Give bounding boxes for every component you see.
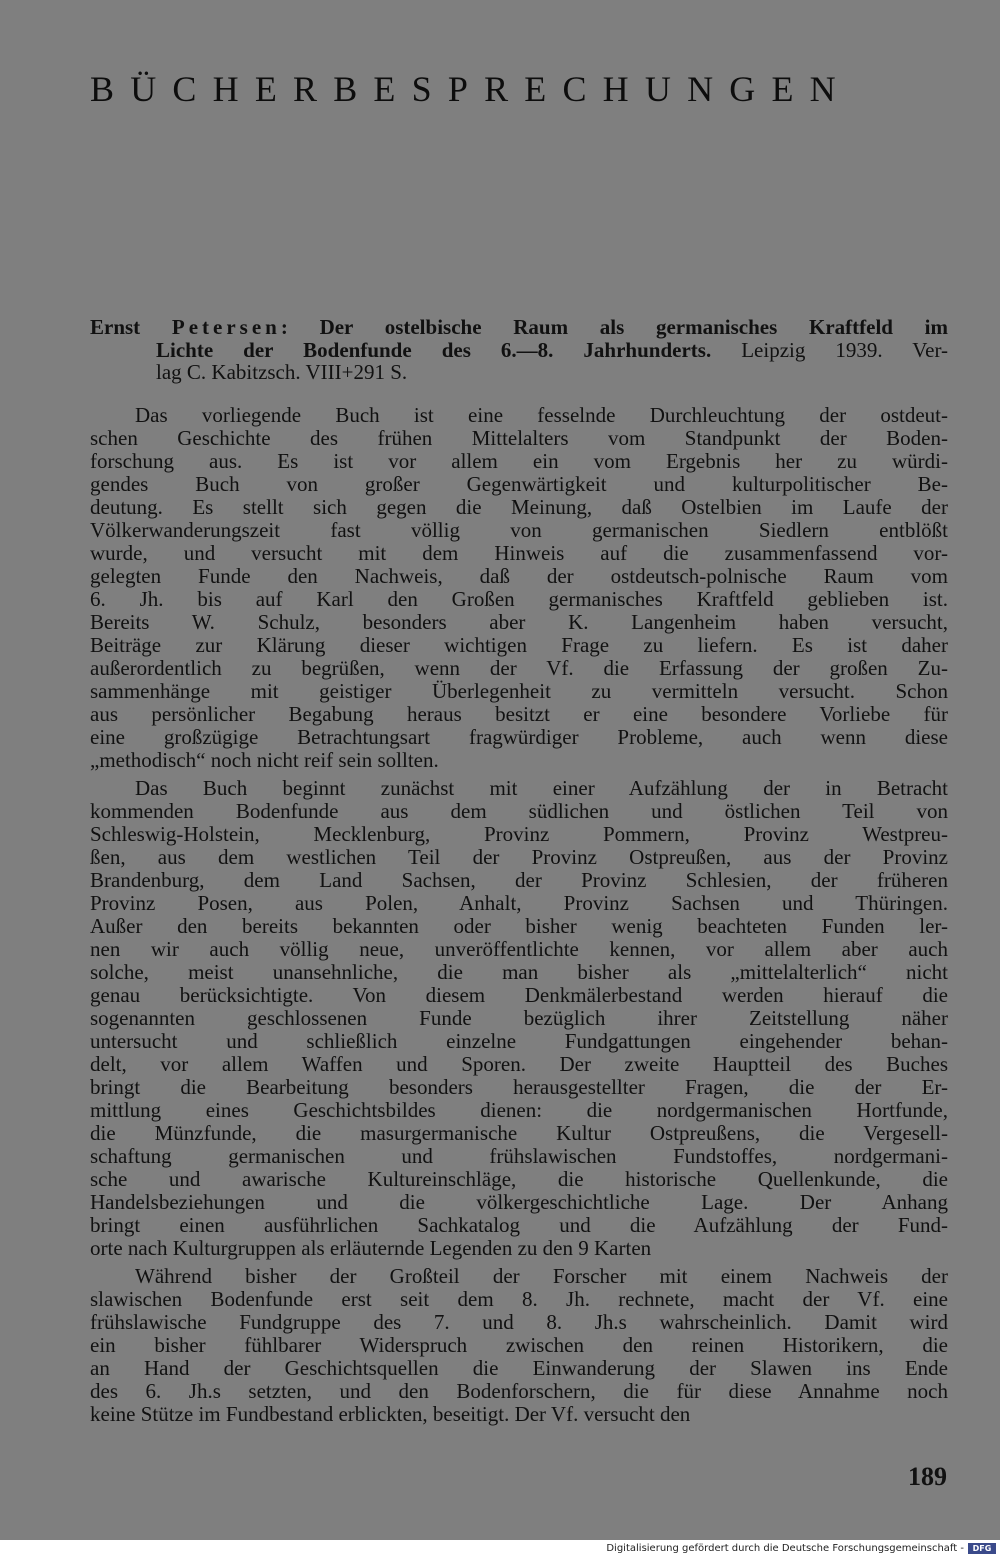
text-line: Während bisher der Großteil der Forscher mit einem Nachweis der — [135, 1264, 948, 1288]
text-line: delt, vor allem Waffen und Sporen. Der zweite Hauptteil des Buches — [90, 1052, 948, 1076]
dfg-logo: DFG — [968, 1543, 996, 1554]
book-citation — [90, 316, 948, 384]
digitization-footer — [0, 1540, 1000, 1557]
footer-credit-text: Digitalisierung gefördert durch die Deutsche Forschungsgemeinschaft - — [606, 1543, 964, 1554]
text-line: orte nach Kulturgruppen als erläuternde Legenden zu den 9 Karten — [90, 1236, 652, 1260]
text-line: wurde, und versucht mit dem Hinweis auf die zusammenfassend vor- — [90, 541, 948, 565]
paragraph-2 — [90, 777, 948, 1260]
text-line: Völkerwanderungszeit fast völlig von germanischen Siedlern entblößt — [90, 518, 948, 542]
citation-publisher: Leipzig 1939. Ver- — [741, 337, 949, 362]
review-body — [90, 404, 948, 1426]
citation-line-1 — [90, 316, 948, 339]
text-line: keine Stütze im Fundbestand erblickten, beseitigt. Der Vf. versucht den — [90, 1402, 691, 1426]
text-line: außerordentlich zu begrüßen, wenn der Vf. die Erfassung der großen Zu- — [90, 656, 948, 680]
text-line: eine großzügige Betrachtungsart fragwürdiger Probleme, auch wenn diese — [90, 725, 948, 749]
text-line: sammenhänge mit geistiger Überlegenheit zu vermitteln versucht. Schon — [90, 679, 948, 703]
text-line: Das Buch beginnt zunächst mit einer Aufzählung der in Betracht — [135, 776, 948, 800]
citation-line-2 — [90, 339, 948, 362]
text-line: „methodisch“ noch nicht reif sein sollten. — [90, 748, 439, 772]
page-number: 189 — [908, 1462, 947, 1491]
citation-title-line-2: Lichte der Bodenfunde des 6.—8. Jahrhunderts. — [156, 337, 712, 362]
text-line: Bereits W. Schulz, besonders aber K. Langenheim haben versucht, — [90, 610, 948, 634]
text-line: bringt die Bearbeitung besonders herausgestellter Fragen, die der Er- — [90, 1075, 948, 1099]
text-line: Das vorliegende Buch ist eine fesselnde Durchleuchtung der ostdeut- — [135, 403, 948, 427]
text-line: untersucht und schließlich einzelne Fundgattungen eingehender behan- — [90, 1029, 948, 1053]
text-line: Handelsbeziehungen und die völkergeschichtliche Lage. Der Anhang — [90, 1190, 948, 1214]
text-line: Brandenburg, dem Land Sachsen, der Provinz Schlesien, der früheren — [90, 868, 948, 892]
text-line: Außer den bereits bekannten oder bisher wenig beachteten Funden ler- — [90, 914, 948, 938]
text-line: ein bisher fühlbarer Widerspruch zwischen den reinen Historikern, die — [90, 1333, 948, 1357]
text-line: genau berücksichtigte. Von diesem Denkmälerbestand werden hierauf die — [90, 983, 948, 1007]
citation-author-last: Petersen — [171, 315, 281, 339]
text-line: Beiträge zur Klärung dieser wichtigen Frage zu liefern. Es ist daher — [90, 633, 948, 657]
text-line: aus persönlicher Begabung heraus besitzt er eine besondere Vorliebe für — [90, 702, 948, 726]
citation-title-line-1: Der ostelbische Raum als germanisches Kraftfeld im — [319, 315, 948, 339]
text-line: Schleswig-Holstein, Mecklenburg, Provinz Pommern, Provinz Westpreu- — [90, 822, 948, 846]
text-line: ßen, aus dem westlichen Teil der Provinz Ostpreußen, aus der Provinz — [90, 845, 948, 869]
page-heading: BÜCHERBESPRECHUNGEN — [90, 69, 852, 109]
text-line: bringt einen ausführlichen Sachkatalog und die Aufzählung der Fund- — [90, 1213, 948, 1237]
citation-colon: : — [280, 315, 288, 339]
paragraph-3 — [90, 1265, 948, 1426]
text-line: des 6. Jh.s setzten, und den Bodenforschern, die für diese Annahme noch — [90, 1379, 948, 1403]
text-line: kommenden Bodenfunde aus dem südlichen und östlichen Teil von — [90, 799, 948, 823]
text-line: forschung aus. Es ist vor allem ein vom Ergebnis her zu würdi- — [90, 449, 948, 473]
text-line: Provinz Posen, aus Polen, Anhalt, Provinz Sachsen und Thüringen. — [90, 891, 948, 915]
text-line: die Münzfunde, die masurgermanische Kultur Ostpreußens, die Vergesell- — [90, 1121, 948, 1145]
text-line: schaftung germanischen und frühslawischen Fundstoffes, nordgermani- — [90, 1144, 948, 1168]
text-line: gendes Buch von großer Gegenwärtigkeit und kulturpolitischer Be- — [90, 472, 948, 496]
text-line: an Hand der Geschichtsquellen die Einwanderung der Slawen ins Ende — [90, 1356, 948, 1380]
text-line: slawischen Bodenfunde erst seit dem 8. Jh. rechnete, macht der Vf. eine — [90, 1287, 948, 1311]
citation-line-3: lag C. Kabitzsch. VIII+291 S. — [156, 360, 408, 384]
text-line: gelegten Funde den Nachweis, daß der ostdeutsch-polnische Raum vom — [90, 564, 948, 588]
text-line: 6. Jh. bis auf Karl den Großen germanisches Kraftfeld geblieben ist. — [90, 587, 948, 611]
text-line: schen Geschichte des frühen Mittelalters vom Standpunkt der Boden- — [90, 426, 948, 450]
text-line: nen wir auch völlig neue, unveröffentlichte kennen, vor allem aber auch — [90, 937, 948, 961]
citation-author-first: Ernst — [90, 315, 141, 339]
text-line: mittlung eines Geschichtsbildes dienen: die nordgermanischen Hortfunde, — [90, 1098, 948, 1122]
text-line: deutung. Es stellt sich gegen die Meinung, daß Ostelbien im Laufe der — [90, 495, 948, 519]
text-line: frühslawische Fundgruppe des 7. und 8. Jh.s wahrscheinlich. Damit wird — [90, 1310, 948, 1334]
text-line: sogenannten geschlossenen Funde bezüglich ihrer Zeitstellung näher — [90, 1006, 948, 1030]
text-line: solche, meist unansehnliche, die man bisher als „mittelalterlich“ nicht — [90, 960, 948, 984]
text-line: sche und awarische Kultureinschläge, die historische Quellenkunde, die — [90, 1167, 948, 1191]
paragraph-1 — [90, 404, 948, 772]
